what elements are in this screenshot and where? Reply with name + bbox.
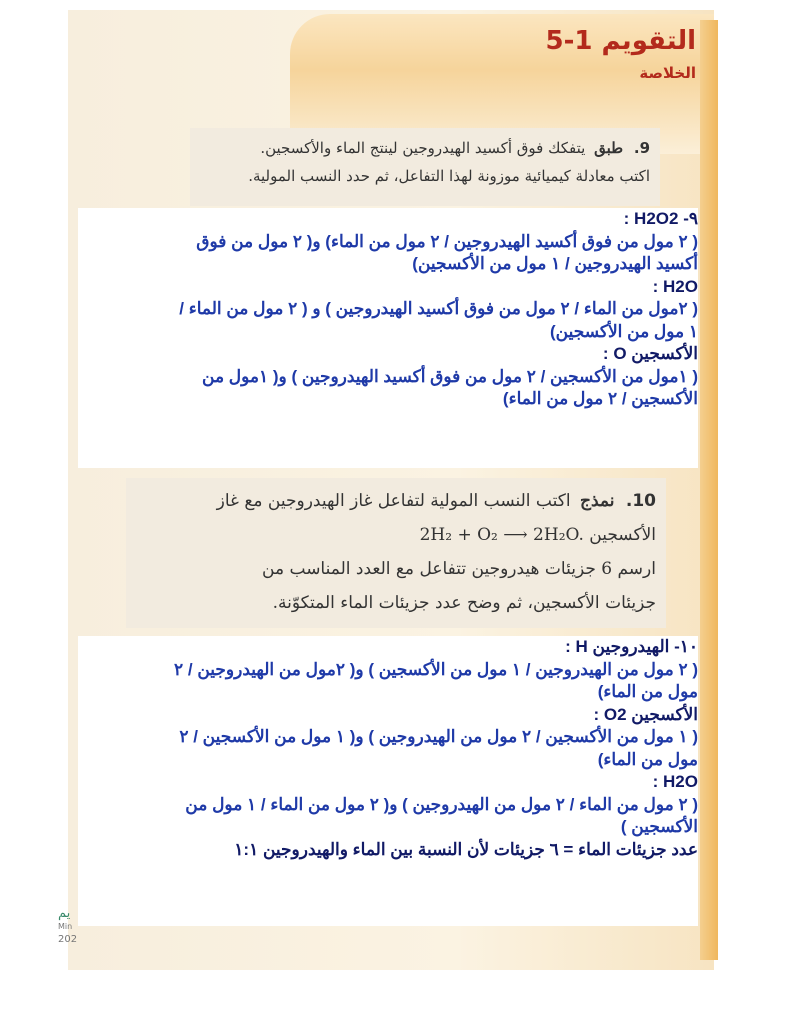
- answer-10-summary: عدد جزيئات الماء = ٦ جزيئات لأن النسبة بين الماء والهيدروجين ١:١: [234, 839, 698, 859]
- answer-9-line-6: ١ مول من الأكسجين): [550, 321, 698, 341]
- question-10-text-4: جزيئات الأكسجين، ثم وضح عدد جزيئات الماء المتكوّنة.: [272, 593, 656, 613]
- answer-9-panel: [78, 208, 698, 468]
- question-10-text-1: اكتب النسب المولية لتفاعل غاز الهيدروجين مع غاز: [216, 491, 571, 511]
- answer-9-line-3: أكسيد الهيدروجين / ١ مول من الأكسجين): [412, 254, 698, 273]
- answer-10-line-6: مول من الماء): [597, 749, 698, 769]
- question-9-box: [190, 128, 660, 206]
- publisher-small-text: Min: [58, 922, 73, 931]
- section-subtitle: الخلاصة: [639, 64, 696, 82]
- question-10-box: [126, 478, 666, 628]
- answer-10-line-9: الأكسجين ): [620, 817, 698, 836]
- question-9-verb: طبق: [594, 139, 624, 157]
- question-9-number: 9.: [633, 139, 650, 157]
- question-10-line-2: [136, 518, 656, 552]
- answer-9-line-8: ( ١مول من الأكسجين / ٢ مول من فوق أكسيد الهيدروجين ) و( ١مول من: [202, 366, 698, 386]
- answer-9-line-1: ٩- H2O2 :: [623, 209, 698, 228]
- answer-10-line-5: ( ١ مول من الأكسجين / ٢ مول من الهيدروجين ) و( ١ مول من الأكسجين / ٢: [179, 727, 698, 746]
- publisher-year: 202: [58, 934, 78, 945]
- question-9-text-2: اكتب معادلة كيميائية موزونة لهذا التفاعل، ثم حدد النسب المولية.: [248, 167, 650, 185]
- question-10-text-2: الأكسجين: [589, 525, 656, 545]
- question-10-equation: 2H₂ + O₂ ⟶ 2H₂O.: [419, 525, 584, 545]
- publisher-logo: يم: [58, 906, 71, 921]
- answer-9-line-2: ( ٢ مول من فوق أكسيد الهيدروجين / ٢ مول من الماء) و( ٢ مول من فوق: [196, 231, 698, 251]
- answer-10-line-7: H2O :: [652, 772, 698, 791]
- question-10-number: 10.: [625, 491, 656, 511]
- answer-10-line-2: ( ٢ مول من الهيدروجين / ١ مول من الأكسجين ) و( ٢مول من الهيدروجين / ٢: [174, 659, 698, 679]
- question-9-line-1: [200, 134, 650, 162]
- answer-9-line-7: الأكسجين O :: [602, 344, 698, 363]
- page-edge-strip: [700, 20, 718, 960]
- answer-9-line-5: ( ٢مول من الماء / ٢ مول من فوق أكسيد الهيدروجين ) و ( ٢ مول من الماء /: [179, 299, 698, 318]
- question-10-text-3: ارسم 6 جزيئات هيدروجين تتفاعل مع العدد المناسب من: [262, 559, 656, 579]
- answer-10-line-4: الأكسجين O2 :: [593, 704, 698, 724]
- section-title: التقويم 1-5: [545, 26, 696, 56]
- question-9-text-1: يتفكك فوق أكسيد الهيدروجين لينتج الماء والأكسجين.: [260, 139, 586, 157]
- question-10-line-1: [136, 484, 656, 518]
- question-10-verb: نمذج: [579, 491, 615, 511]
- answer-10-line-1: ١٠- الهيدروجين H :: [565, 637, 698, 656]
- answer-10-line-3: مول من الماء): [597, 682, 698, 701]
- answer-10-line-8: ( ٢ مول من الماء / ٢ مول من الهيدروجين ) و( ٢ مول من الماء / ١ مول من: [185, 794, 698, 814]
- answer-9-line-9: الأكسجين / ٢ مول من الماء): [502, 389, 698, 408]
- answer-10-panel: [78, 636, 698, 926]
- answer-9-line-4: H2O :: [652, 276, 698, 296]
